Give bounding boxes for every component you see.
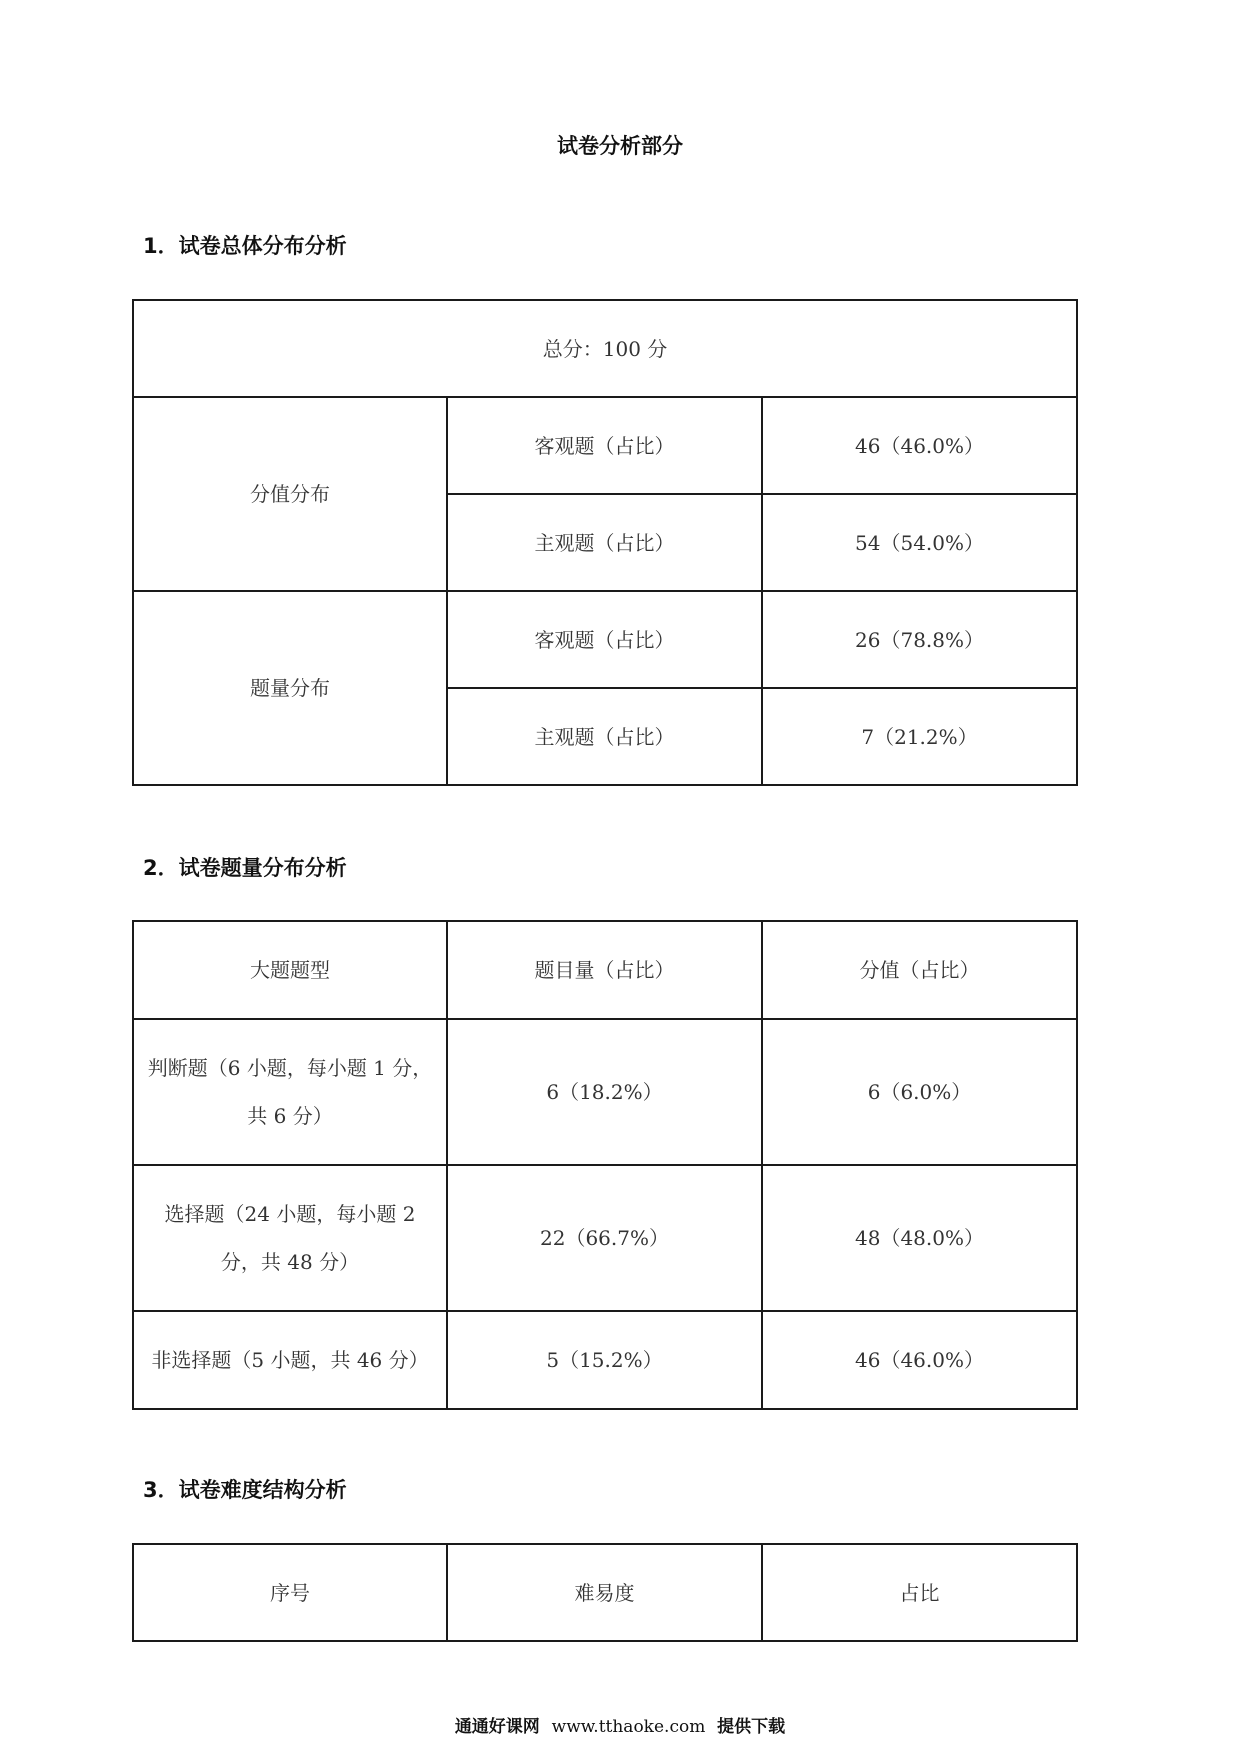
- table-cell: 6（6.0%）: [762, 1019, 1077, 1165]
- column-header: 大题题型: [133, 921, 447, 1019]
- table-cell: 26（78.8%）: [762, 591, 1077, 688]
- question-type-cell: 非选择题（5 小题，共 46 分）: [133, 1311, 447, 1409]
- question-type-cell: 判断题（6 小题，每小题 1 分，共 6 分）: [133, 1019, 447, 1165]
- table-cell: 6（18.2%）: [447, 1019, 762, 1165]
- overall-distribution-table: [132, 299, 1078, 786]
- footer-url[interactable]: www.tthaoke.com: [551, 1717, 706, 1737]
- column-header: 难易度: [447, 1544, 762, 1641]
- column-header: 占比: [762, 1544, 1077, 1641]
- section-1-heading: 1．试卷总体分布分析: [143, 234, 347, 258]
- footer-brand: 通通好课网: [454, 1717, 540, 1737]
- footer-suffix: 提供下载: [717, 1717, 786, 1737]
- column-header: 分值（占比）: [762, 921, 1077, 1019]
- table-cell: 5（15.2%）: [447, 1311, 762, 1409]
- table-header-row: [133, 1544, 1077, 1641]
- table-cell: 46（46.0%）: [762, 397, 1077, 494]
- table-cell: 主观题（占比）: [447, 688, 762, 785]
- footer: [0, 1712, 1240, 1737]
- table-row: [133, 591, 1077, 688]
- section-2-heading: 2．试卷题量分布分析: [143, 856, 347, 880]
- table-cell: 客观题（占比）: [447, 397, 762, 494]
- table-row: [133, 1311, 1077, 1409]
- table-cell: 主观题（占比）: [447, 494, 762, 591]
- table-cell: 22（66.7%）: [447, 1165, 762, 1311]
- table-cell: 54（54.0%）: [762, 494, 1077, 591]
- table-cell: 46（46.0%）: [762, 1311, 1077, 1409]
- column-header: 题目量（占比）: [447, 921, 762, 1019]
- question-type-cell: 选择题（24 小题，每小题 2 分，共 48 分）: [133, 1165, 447, 1311]
- table-row: [133, 1165, 1077, 1311]
- table-header-row: [133, 921, 1077, 1019]
- table-cell: 客观题（占比）: [447, 591, 762, 688]
- column-header: 序号: [133, 1544, 447, 1641]
- table-row: [133, 300, 1077, 397]
- question-distribution-table: [132, 920, 1078, 1410]
- total-score-cell: 总分：100 分: [133, 300, 1077, 397]
- table-row: [133, 1019, 1077, 1165]
- document-title: 试卷分析部分: [557, 134, 683, 158]
- table-cell: 7（21.2%）: [762, 688, 1077, 785]
- score-distribution-label: 分值分布: [133, 397, 447, 591]
- table-row: [133, 397, 1077, 494]
- table-cell: 48（48.0%）: [762, 1165, 1077, 1311]
- difficulty-structure-table: [132, 1543, 1078, 1642]
- count-distribution-label: 题量分布: [133, 591, 447, 785]
- section-3-heading: 3．试卷难度结构分析: [143, 1478, 347, 1502]
